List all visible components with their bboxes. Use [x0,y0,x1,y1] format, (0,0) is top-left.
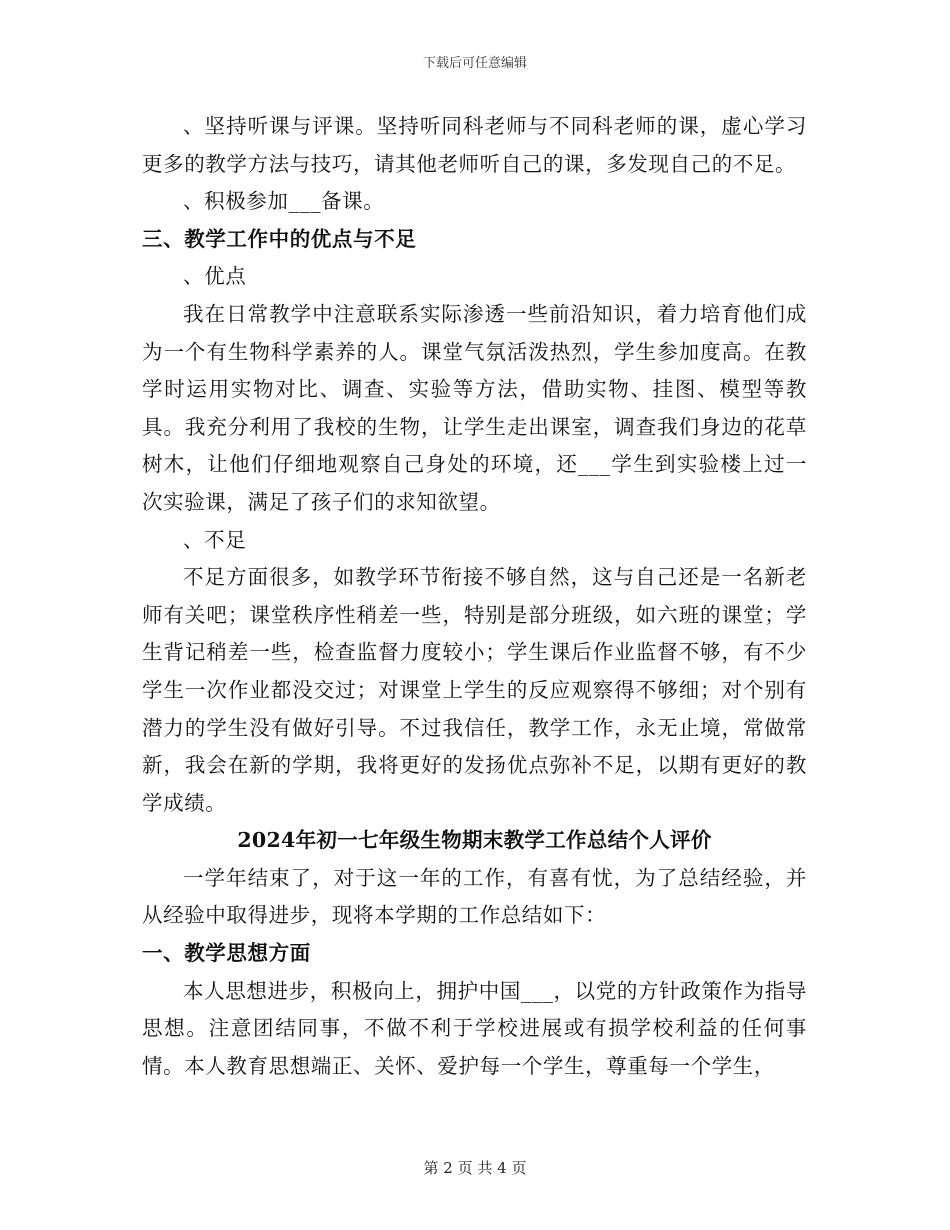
subheading-weaknesses: 、不足 [183,527,247,552]
paragraph-teaching-philosophy: 本人思想进步，积极向上，拥护中国___，以党的方针政策作为指导思想。注意团结同事，不做不利于学校进展或有损学校利益的任何事情。本人教育思想端正、关怀、爱护每一个学生，尊重每一个学生， [142,978,807,1078]
section-heading-teaching-philosophy: 一、教学思想方面 [142,941,311,966]
subheading-strengths: 、优点 [183,264,247,289]
paragraph-lesson-observation: 、坚持听课与评课。坚持听同科老师与不同科老师的课，虚心学习更多的教学方法与技巧，请其他老师听自己的课，多发现自己的不足。 [142,114,807,176]
page-footer: 第 2 页 共 4 页 [423,1159,527,1177]
page-header: 下载后可任意编辑 [422,56,527,71]
paragraph-lesson-preparation: 、积极参加___备课。 [183,189,385,214]
document-title: 2024年初一七年级生物期末教学工作总结个人评价 [237,828,712,853]
paragraph-strengths: 我在日常教学中注意联系实际渗透一些前沿知识，着力培育他们成为一个有生物科学素养的人。课堂气氛活泼热烈，学生参加度高。在教学时运用实物对比、调查、实验等方法，借助实物、挂图、模型等教具。我充分利用了我校的生物，让学生走出课室，调查我们身边的花草树木，让他们仔细地观察自己身处的环境，还___学生到实验楼上过一次实验课，满足了孩子们的求知欲望。 [142,301,807,514]
document-body [142,108,807,1085]
section-heading-strengths-weaknesses: 三、教学工作中的优点与不足 [142,226,417,251]
paragraph-intro: 一学年结束了，对于这一年的工作，有喜有忧，为了总结经验，并从经验中取得进步，现将本学期的工作总结如下： [142,865,807,928]
paragraph-weaknesses: 不足方面很多，如教学环节衔接不够自然，这与自己还是一名新老师有关吧；课堂秩序性稍差一些，特别是部分班级，如六班的课堂；学生背记稍差一些，检查监督力度较小；学生课后作业监督不够，有不少学生一次作业都没交过；对课堂上学生的反应观察得不够细；对个别有潜力的学生没有做好引导。不过我信任，教学工作，永无止境，常做常新，我会在新的学期，我将更好的发扬优点弥补不足，以期有更好的教学成绩。 [142,565,807,815]
